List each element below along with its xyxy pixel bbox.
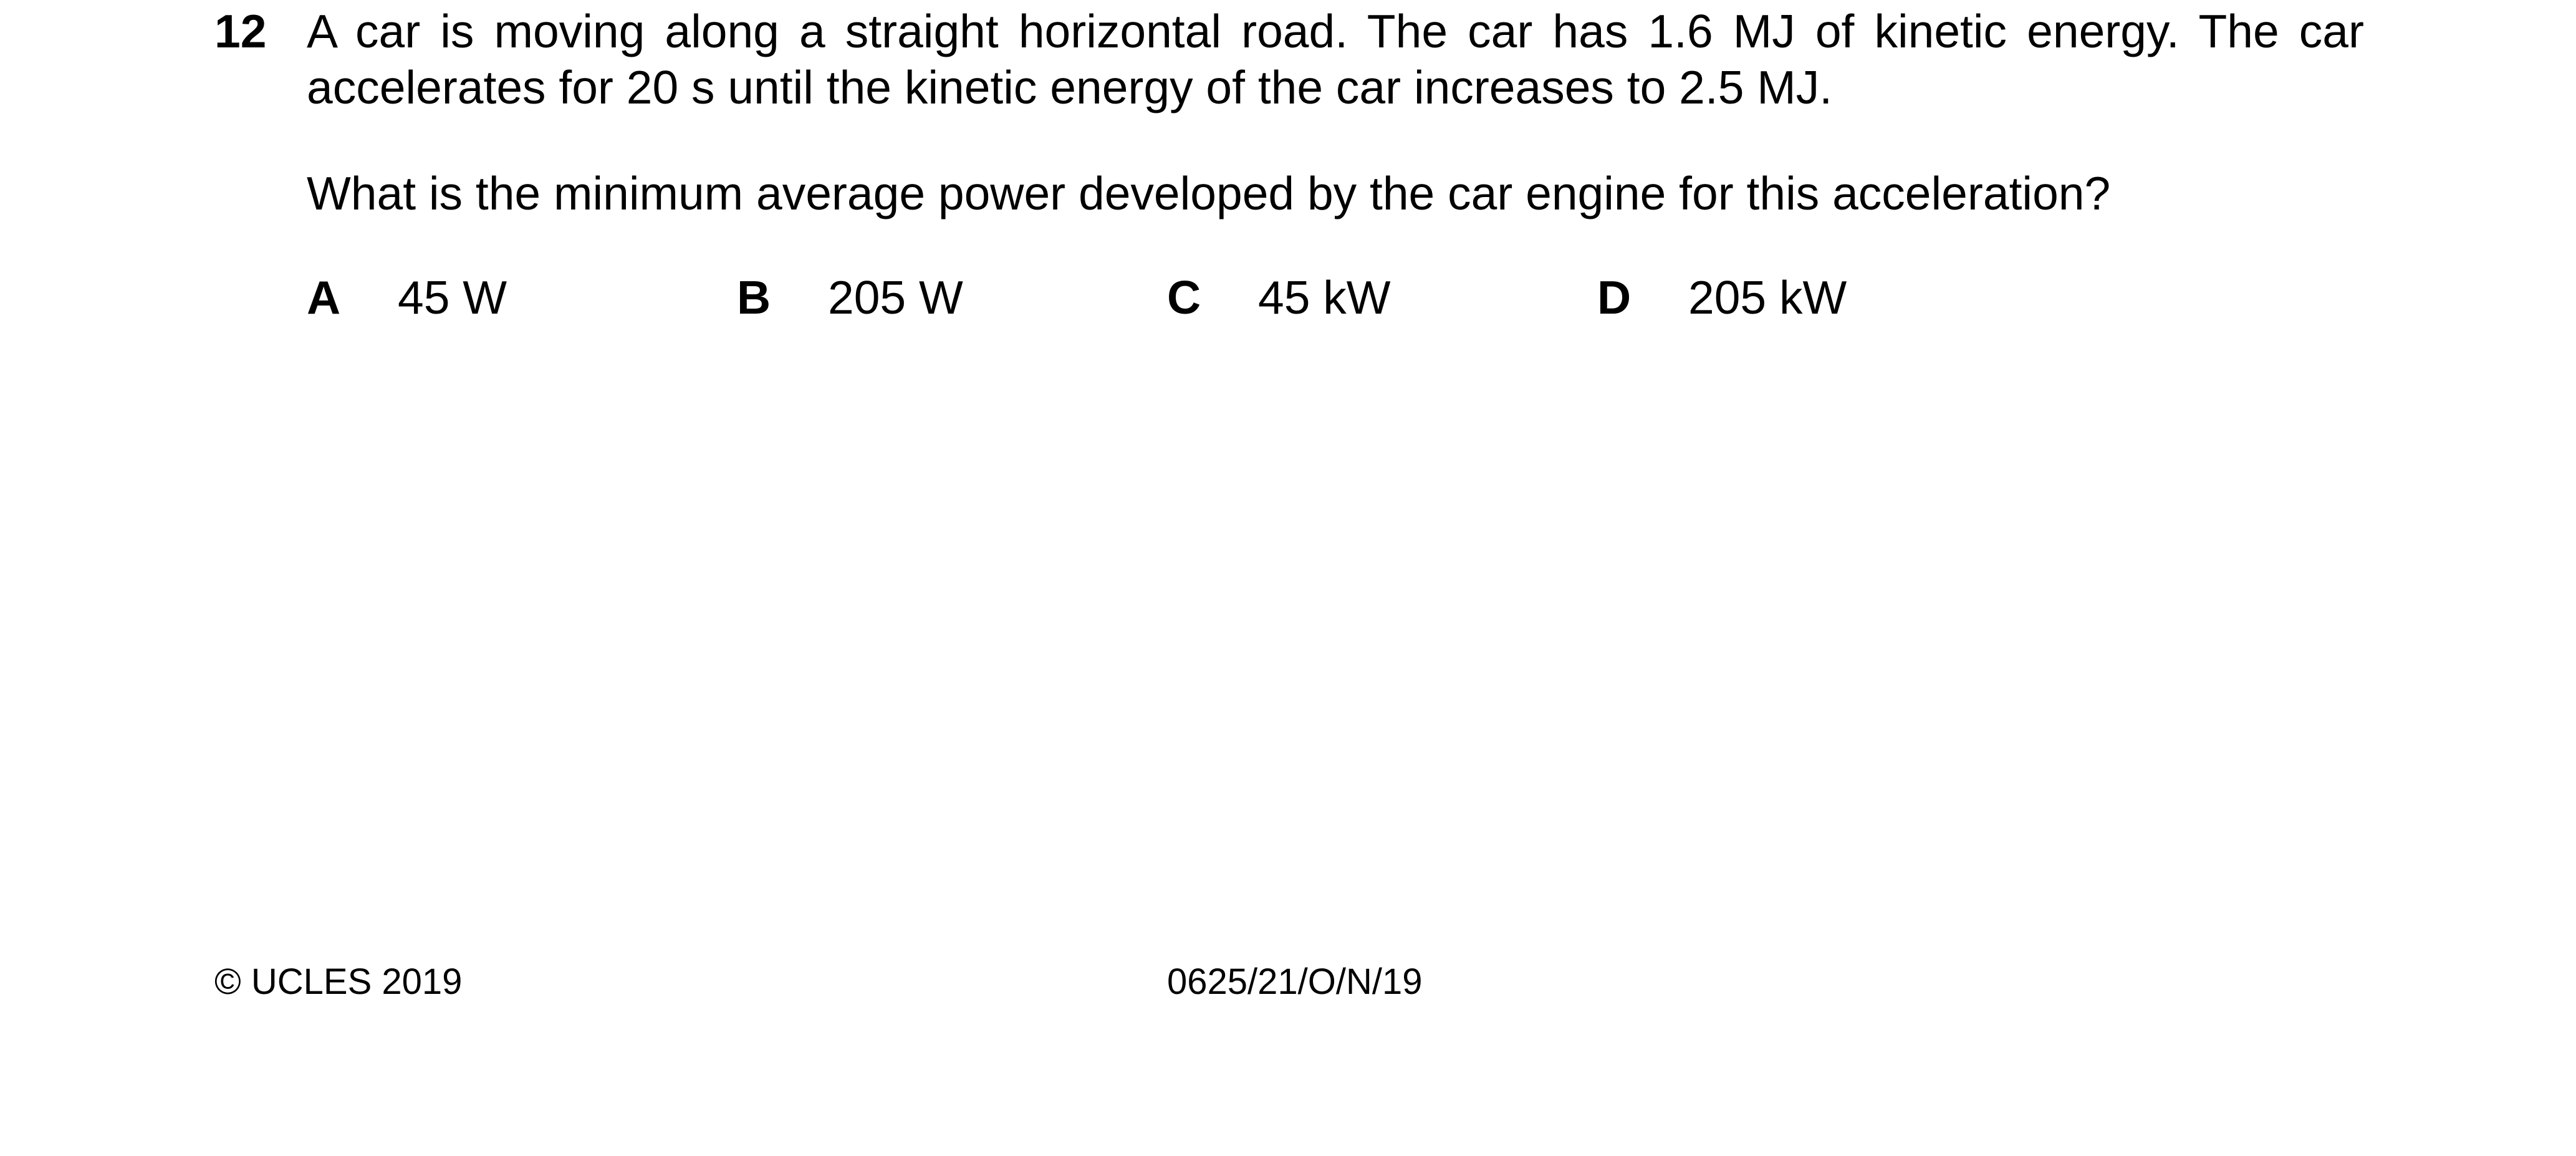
question-number: 12: [214, 5, 267, 57]
option-d-letter: D: [1597, 271, 1632, 324]
footer-copyright: © UCLES 2019: [214, 961, 463, 1002]
question-stem: A car is moving along a straight horizontal road. The car has 1.6 MJ of kinetic energy. The car accelerates for 20 s until the kinetic energy of the car increases to 2.5 MJ.: [307, 5, 2364, 113]
option-a-value: 45 W: [398, 271, 507, 324]
footer-paper-code: 0625/21/O/N/19: [1167, 961, 1423, 1002]
option-c-value: 45 kW: [1258, 271, 1391, 324]
option-a-letter: A: [307, 271, 341, 324]
question-prompt: What is the minimum average power developed by the car engine for this acceleration?: [307, 167, 2111, 219]
option-d-value: 205 kW: [1688, 271, 1847, 324]
option-b-letter: B: [737, 271, 771, 324]
option-c-letter: C: [1167, 271, 1201, 324]
option-b-value: 205 W: [828, 271, 963, 324]
